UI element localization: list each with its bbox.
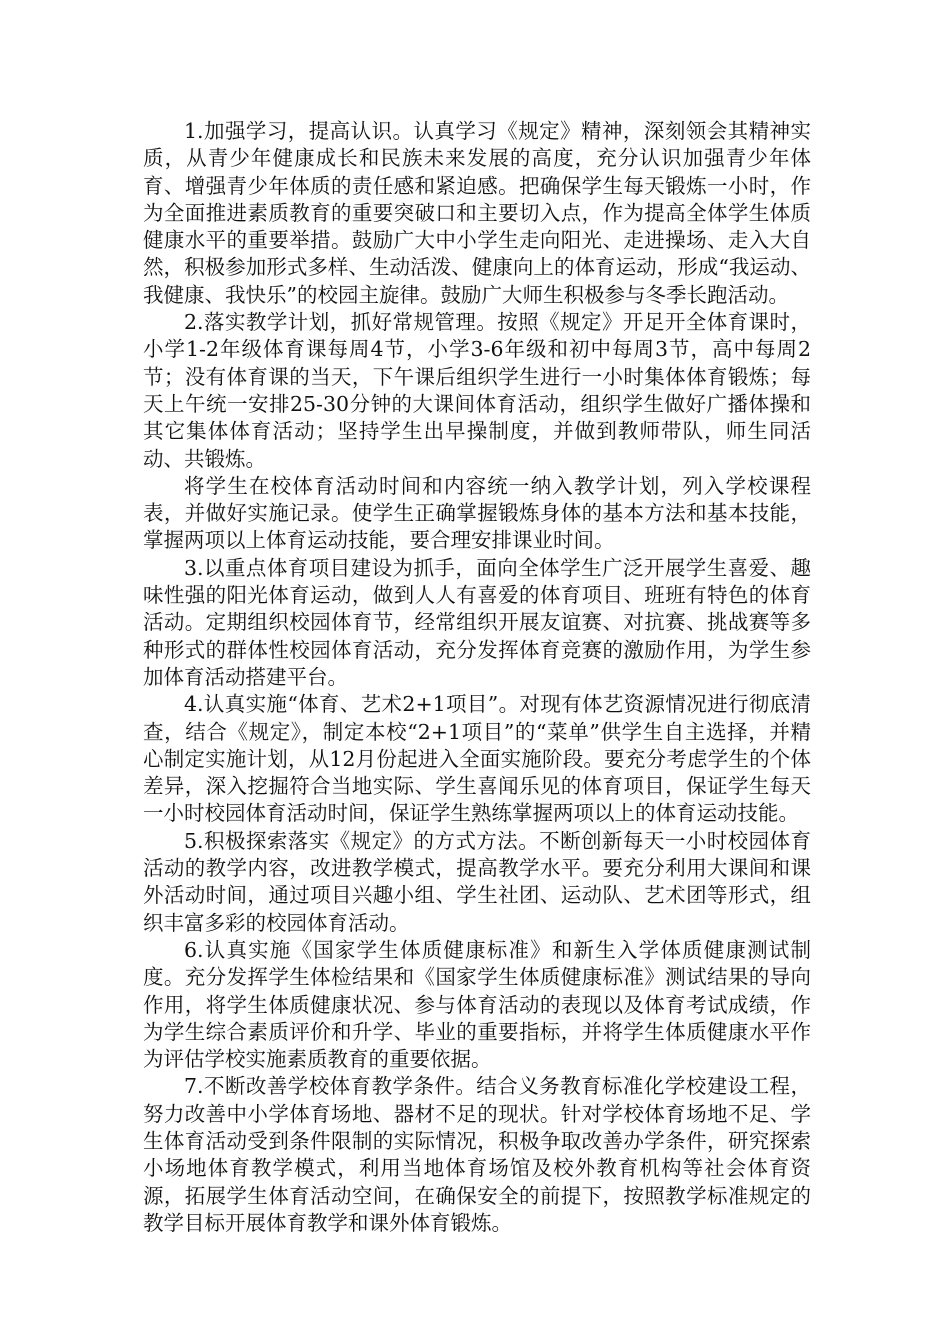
- paragraph-1-study: 1.加强学习，提高认识。认真学习《规定》精神，深刻领会其精神实质，从青少年健康成长和民族未来发展的高度，充分认识加强青少年体育、增强青少年体质的责任感和紧迫感。把确保学生每天锻炼一小时，作为全面推进素质教育的重要突破口和主要切入点，作为提高全体学生体质健康水平的重要举措。鼓励广大中小学生走向阳光、走进操场、走入大自然，积极参加形式多样、生动活泼、健康向上的体育运动，形成“我运动、我健康、我快乐”的校园主旋律。鼓励广大师生积极参与冬季长跑活动。: [143, 119, 811, 307]
- paragraph-6-health-standard: 6.认真实施《国家学生体质健康标准》和新生入学体质健康测试制度。充分发挥学生体检结果和《国家学生体质健康标准》测试结果的导向作用，将学生体质健康状况、参与体育活动的表现以及体育考试成绩，作为学生综合素质评价和升学、毕业的重要指标，并将学生体质健康水平作为评估学校实施素质教育的重要依据。: [143, 937, 811, 1072]
- document-body: [143, 118, 811, 1237]
- paragraph-2-continued: 将学生在校体育活动时间和内容统一纳入教学计划，列入学校课程表，并做好实施记录。使学生正确掌握锻炼身体的基本方法和基本技能，掌握两项以上体育运动技能，要合理安排课业时间。: [143, 473, 811, 553]
- paragraph-5-methods: 5.积极探索落实《规定》的方式方法。不断创新每天一小时校园体育活动的教学内容，改进教学模式，提高教学水平。要充分利用大课间和课外活动时间，通过项目兴趣小组、学生社团、运动队、艺术团等形式，组织丰富多彩的校园体育活动。: [143, 828, 811, 935]
- paragraph-2-teaching-plan: 2.落实教学计划，抓好常规管理。按照《规定》开足开全体育课时，小学1-2年级体育课每周4节，小学3-6年级和初中每周3节，高中每周2节；没有体育课的当天，下午课后组织学生进行一小时集体体育锻炼；每天上午统一安排25-30分钟的大课间体育活动，组织学生做好广播体操和其它集体体育活动；坚持学生出早操制度，并做到教师带队，师生同活动、共锻炼。: [143, 310, 811, 471]
- paragraph-4-two-plus-one: 4.认真实施“体育、艺术2+1项目”。对现有体艺资源情况进行彻底清查，结合《规定》，制定本校“2+1项目”的“菜单”供学生自主选择，并精心制定实施计划，从12月份起进入全面实施阶段。要充分考虑学生的个体差异，深入挖掘符合当地实际、学生喜闻乐见的体育项目，保证学生每天一小时校园体育活动时间，保证学生熟练掌握两项以上的体育运动技能。: [143, 692, 811, 826]
- paragraph-7-conditions: 7.不断改善学校体育教学条件。结合义务教育标准化学校建设工程，努力改善中小学体育场地、器材不足的现状。针对学校体育场地不足、学生体育活动受到条件限制的实际情况，积极争取改善办学条件，研究探索小场地体育教学模式，利用当地体育场馆及校外教育机构等社会体育资源，拓展学生体育活动空间，在确保安全的前提下，按照教学标准规定的教学目标开展体育教学和课外体育锻炼。: [143, 1074, 811, 1235]
- paragraph-3-key-sports: 3.以重点体育项目建设为抓手，面向全体学生广泛开展学生喜爱、趣味性强的阳光体育运动，做到人人有喜爱的体育项目、班班有特色的体育活动。定期组织校园体育节，经常组织开展友谊赛、对抗赛、挑战赛等多种形式的群体性校园体育活动，充分发挥体育竞赛的激励作用，为学生参加体育活动搭建平台。: [143, 555, 811, 689]
